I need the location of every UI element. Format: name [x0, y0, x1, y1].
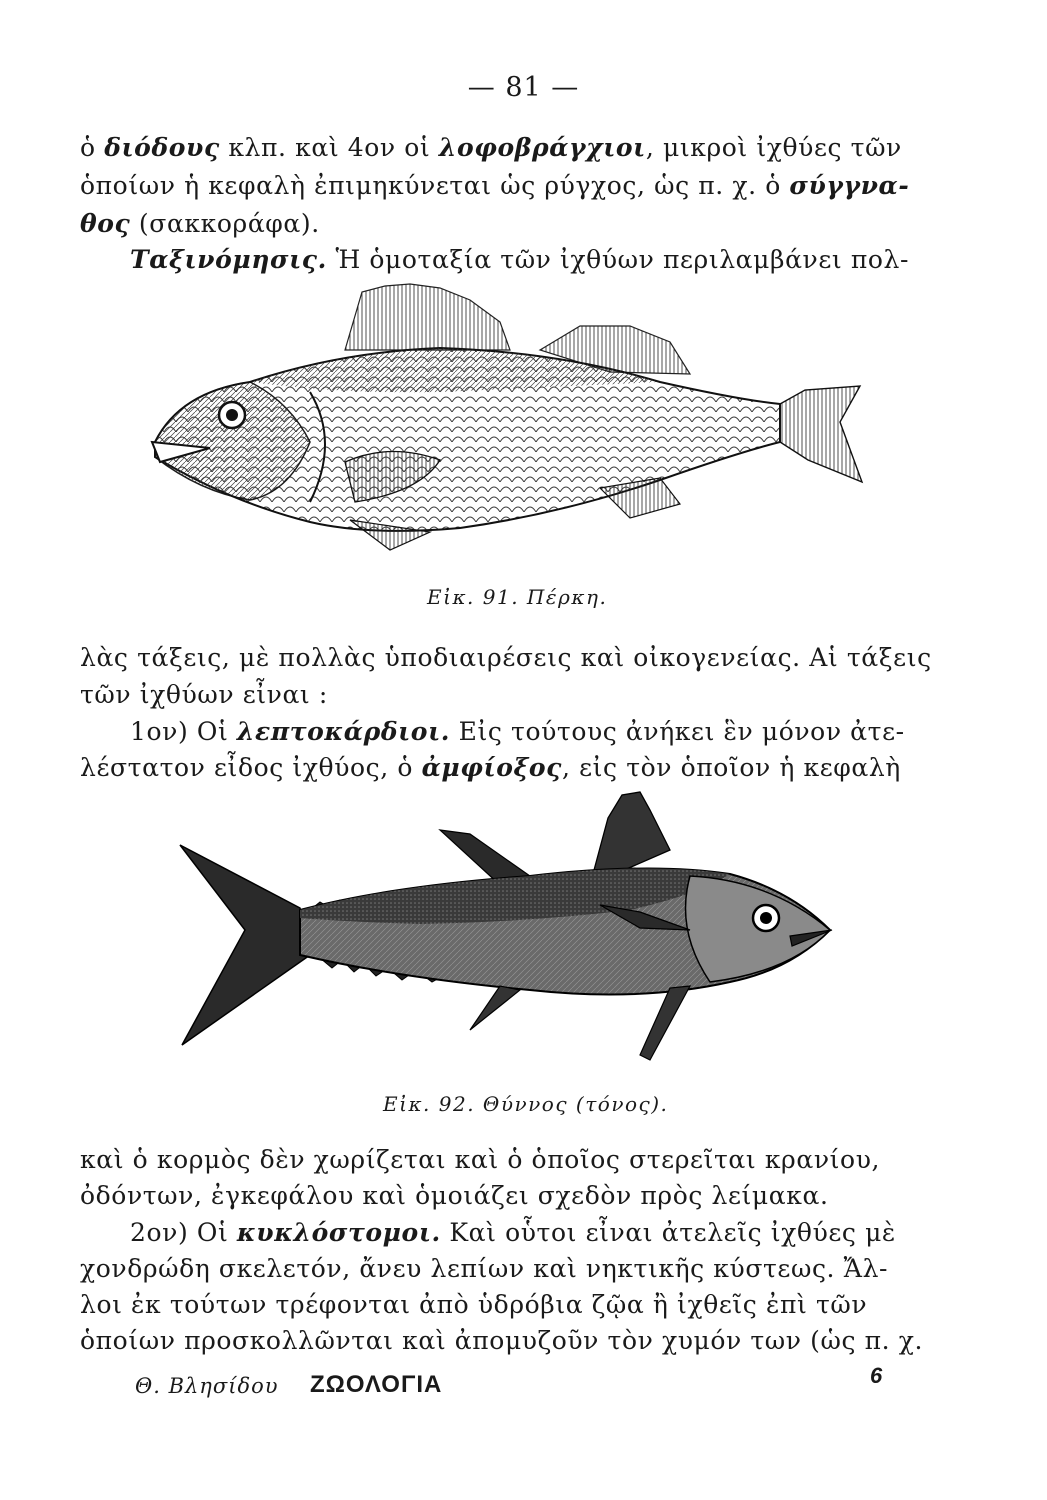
text-line [80, 1326, 923, 1355]
text-span: ὀδόντων, ἐγκεφάλου καὶ ὁμοιάζει σχεδὸν πρὸς λείμακα. [80, 1181, 829, 1210]
tail-fin [780, 386, 862, 482]
term-syngnathos: σύγγνα- [789, 171, 910, 200]
text-span: ὁ [80, 133, 105, 162]
text-line [130, 1218, 896, 1247]
perch-illustration [140, 282, 870, 572]
term-syngnathos-end: θος [80, 209, 131, 238]
text-span: καὶ ὁ κορμὸς δὲν χωρίζεται καὶ ὁ ὁποῖος στερεῖται κρανίου, [80, 1145, 881, 1174]
text-line [130, 245, 909, 274]
text-line [80, 680, 328, 709]
heading-taxinomisis: Ταξινόμησις. [130, 245, 327, 274]
text-span: κλπ. καὶ 4ον οἱ [219, 133, 439, 162]
text-line [80, 171, 909, 200]
term-leptokardioi: λεπτοκάρδιοι. [236, 717, 451, 746]
text-line [80, 1290, 867, 1319]
footer-author: Θ. Βλησίδου [135, 1374, 279, 1398]
tuna-illustration [170, 790, 840, 1070]
text-span: Εἰς τούτους ἀνήκει ἓν μόνον ἀτε- [450, 717, 905, 746]
term-kyklostomoi: κυκλόστομοι. [236, 1218, 441, 1247]
text-line [80, 643, 932, 672]
term-didodous: διόδους [104, 133, 220, 162]
text-span: Ἡ ὁμοταξία τῶν ἰχθύων περιλαμβάνει πολ- [326, 245, 910, 274]
text-line [80, 209, 320, 238]
pelvic-fin [470, 986, 520, 1030]
figure-caption: Εἰκ. 92. Θύννος (τόνος). [383, 1092, 669, 1116]
text-span: λοι ἐκ τούτων τρέφονται ἀπὸ ὑδρόβια ζῷα ἢ ἰχθεῖς ἐπὶ τῶν [80, 1290, 868, 1319]
text-span: 2ον) Οἱ [130, 1218, 237, 1247]
text-span: (σακκοράφα). [130, 209, 320, 238]
footer-title: ΖΩΟΛΟΓΙΑ [310, 1371, 443, 1398]
text-span: ὁποίων προσκολλῶνται καὶ ἀπομυζοῦν τὸν χυμόν των (ὡς π. χ. [80, 1326, 924, 1355]
text-span: ὁποίων ἡ κεφαλὴ ἐπιμηκύνεται ὡς ρύγχος, ὡς π. χ. ὁ [80, 171, 790, 200]
anal-fin [640, 986, 690, 1060]
text-span: χονδρώδη σκελετόν, ἄνευ λεπίων καὶ νηκτικῆς κύστεως. Ἄλ- [80, 1254, 889, 1283]
term-amfioxos: ἀμφίοξος [421, 753, 562, 782]
text-span: 1ον) Οἱ [130, 717, 237, 746]
text-line [130, 717, 905, 746]
tail-fin [180, 845, 310, 1045]
text-span: τῶν ἰχθύων εἶναι : [80, 680, 328, 709]
text-line [80, 753, 901, 782]
dorsal-fin [345, 284, 510, 350]
text-line [80, 133, 902, 162]
figure-caption: Εἰκ. 91. Πέρκη. [427, 585, 608, 609]
text-line [80, 1254, 888, 1283]
footer-signature-mark: 6 [870, 1363, 883, 1388]
text-line [80, 1181, 829, 1210]
text-line [80, 1145, 880, 1174]
term-lofovragxioi: λοφοβράγχιοι [438, 133, 646, 162]
text-span: Καὶ οὗτοι εἶναι ἀτελεῖς ἰχθύες μὲ [440, 1218, 896, 1247]
text-span: λὰς τάξεις, μὲ πολλὰς ὑποδιαιρέσεις καὶ οἰκογενείας. Αἱ τάξεις [80, 643, 932, 672]
page-number: — 81 — [467, 72, 580, 103]
text-span: , εἰς τὸν ὁποῖον ἡ κεφαλὴ [562, 753, 901, 782]
text-span: λέστατον εἶδος ἰχθύος, ὁ [80, 753, 422, 782]
text-span: , μικροὶ ἰχθύες τῶν [645, 133, 902, 162]
